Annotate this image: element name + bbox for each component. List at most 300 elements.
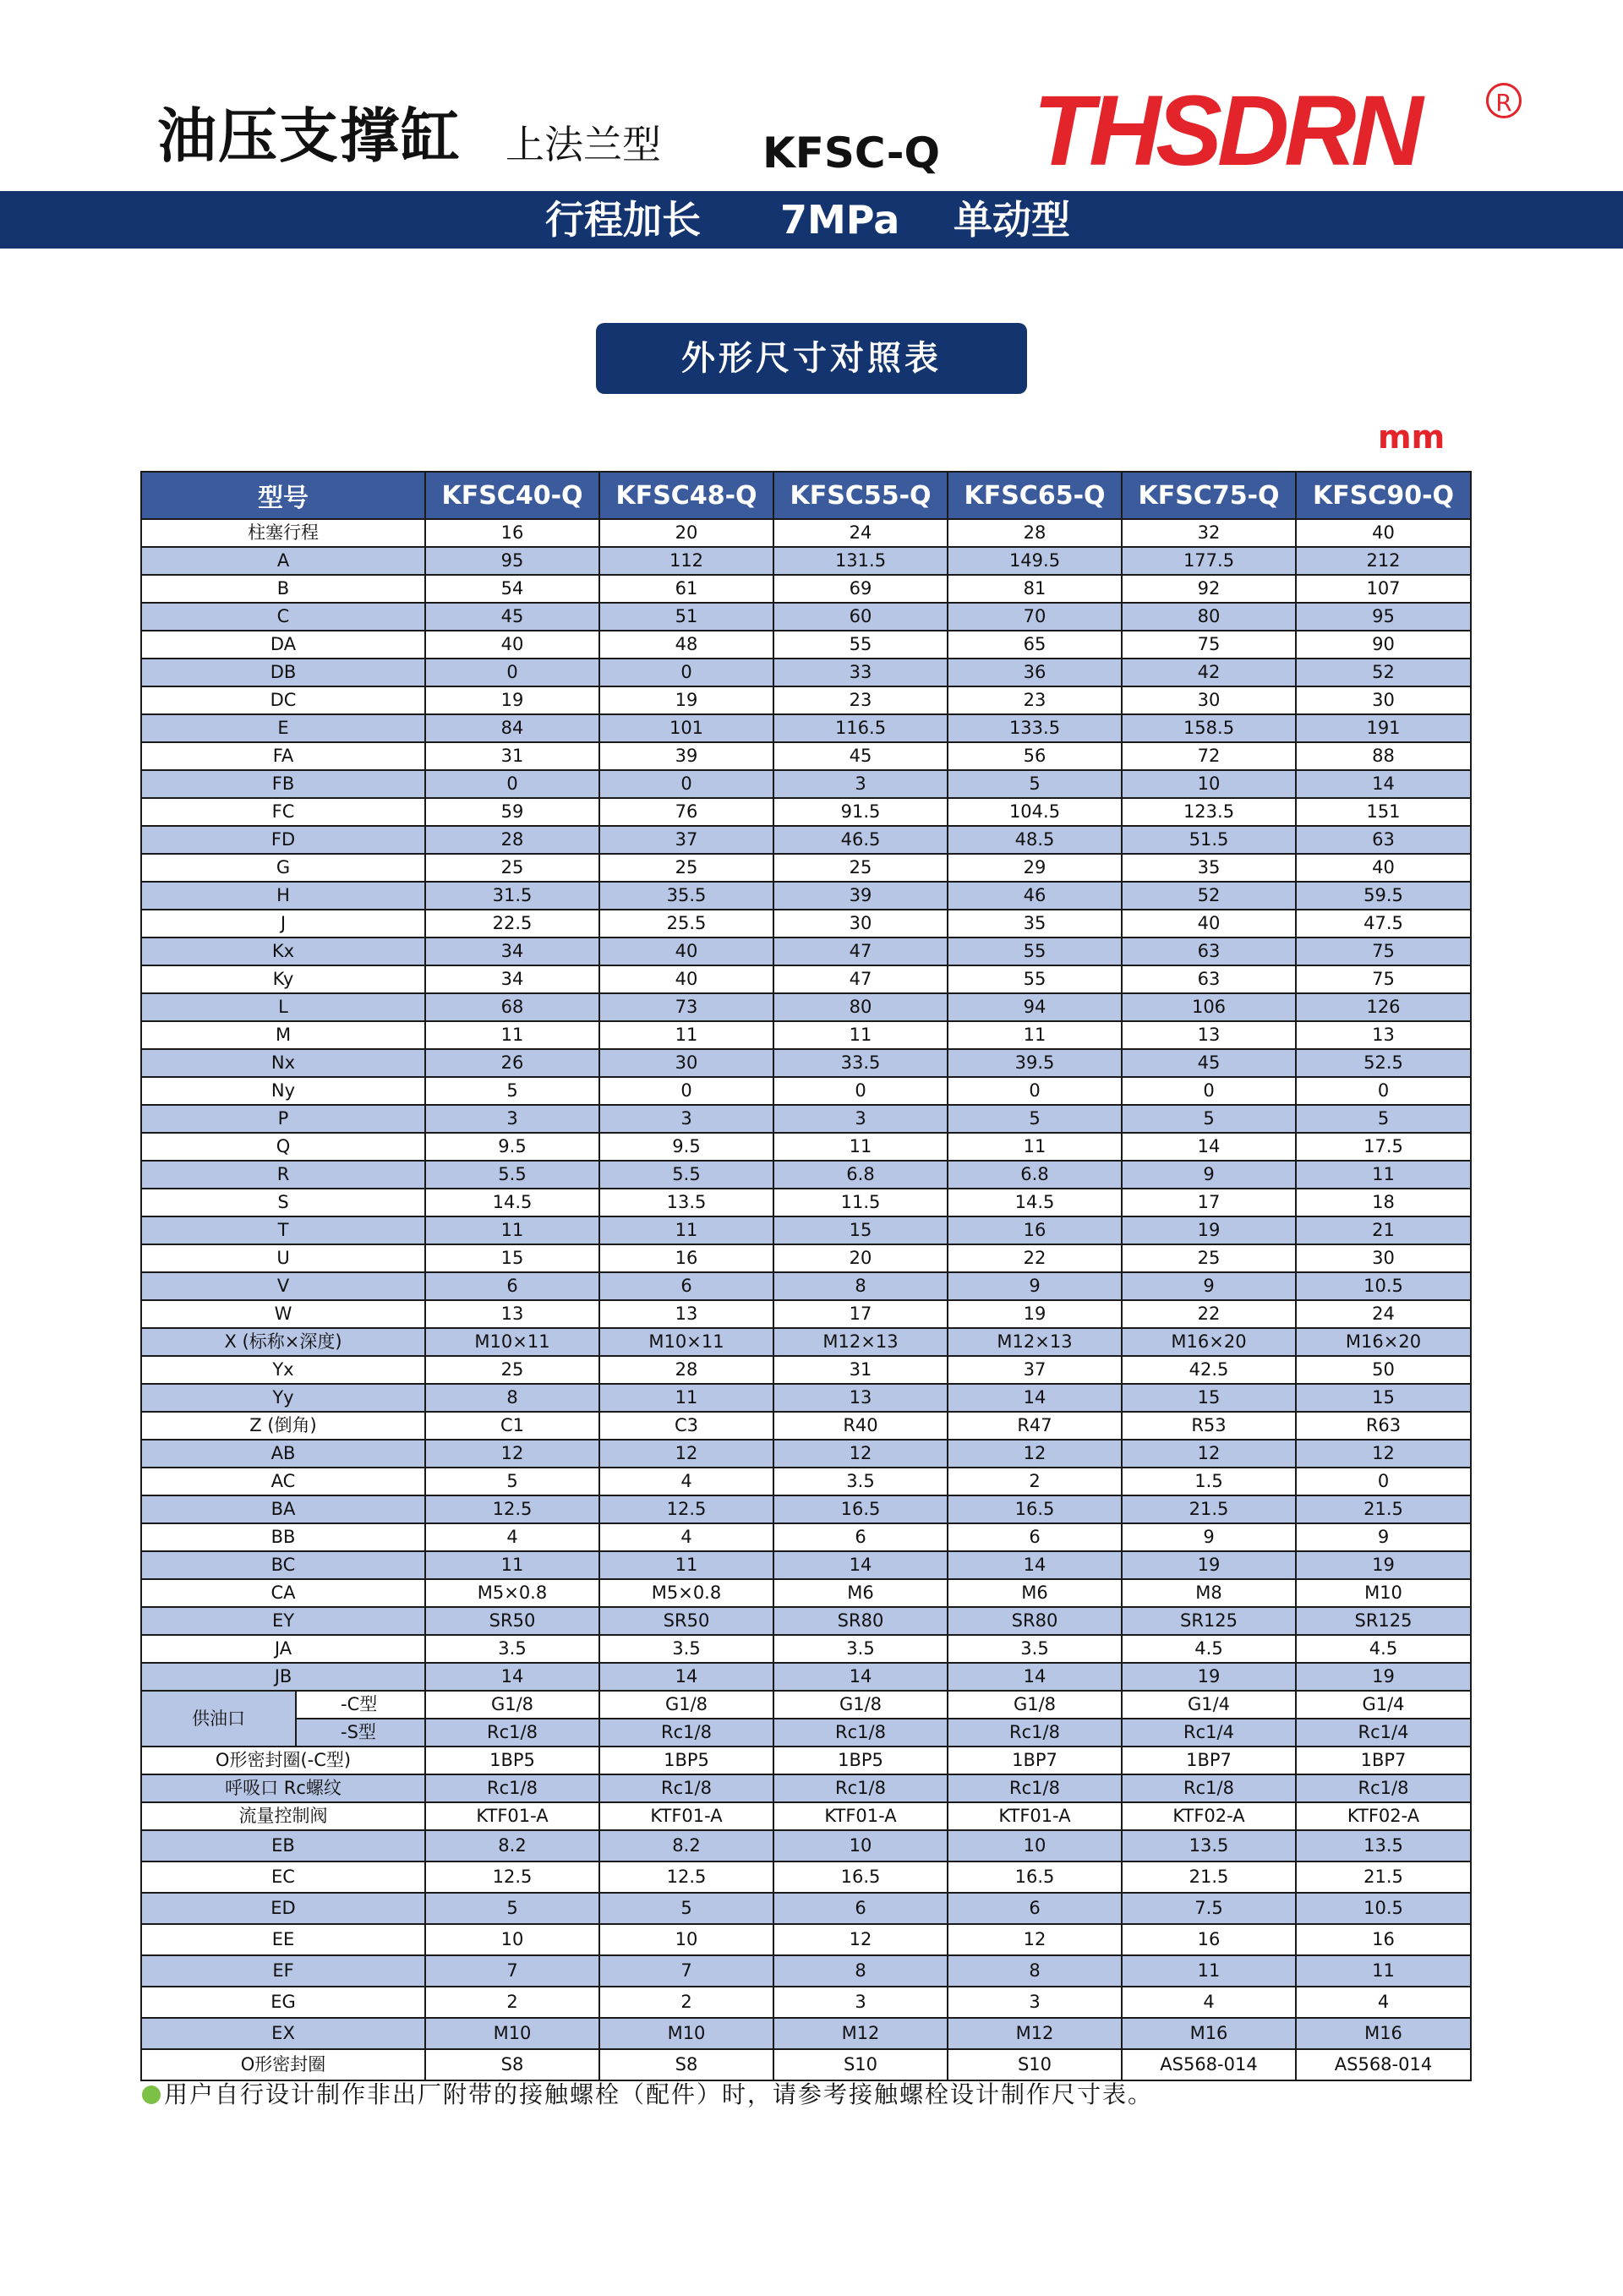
table-cell: 5.5: [599, 1161, 773, 1189]
table-cell: 9: [1122, 1523, 1296, 1551]
table-cell: 11: [948, 1133, 1122, 1161]
table-cell: 11: [1296, 1161, 1471, 1189]
table-cell: Rc1/8: [425, 1719, 599, 1747]
table-cell: 54: [425, 575, 599, 603]
table-row: [141, 798, 1471, 826]
table-cell: 30: [599, 1049, 773, 1077]
table-cell: 20: [599, 519, 773, 547]
table-cell: 75: [1296, 938, 1471, 965]
spec-banner: [0, 191, 1623, 249]
table-cell: 39: [599, 742, 773, 770]
table-cell: SR50: [425, 1607, 599, 1635]
table-cell: 25: [599, 854, 773, 882]
table-cell: 40: [1296, 854, 1471, 882]
table-row: [141, 1272, 1471, 1300]
table-cell: 29: [948, 854, 1122, 882]
table-cell: 4: [599, 1523, 773, 1551]
table-row: [141, 1161, 1471, 1189]
table-cell: Rc1/8: [948, 1774, 1122, 1802]
table-cell: 68: [425, 993, 599, 1021]
table-cell: 26: [425, 1049, 599, 1077]
row-label: Ny: [141, 1077, 425, 1105]
table-row: [141, 1987, 1471, 2018]
table-row: [141, 575, 1471, 603]
table-cell: 11: [773, 1021, 948, 1049]
table-cell: M5×0.8: [599, 1579, 773, 1607]
table-cell: KTF01-A: [425, 1802, 599, 1830]
table-cell: S8: [425, 2049, 599, 2080]
table-cell: 30: [1122, 686, 1296, 714]
table-cell: M5×0.8: [425, 1579, 599, 1607]
table-cell: 16: [599, 1244, 773, 1272]
table-cell: 12.5: [425, 1861, 599, 1893]
table-cell: 12: [1296, 1440, 1471, 1468]
row-label: O形密封圈(-C型): [141, 1747, 425, 1774]
table-cell: 15: [1122, 1384, 1296, 1412]
row-label: R: [141, 1161, 425, 1189]
table-row: [141, 1830, 1471, 1861]
table-cell: 13: [1122, 1021, 1296, 1049]
table-cell: 59.5: [1296, 882, 1471, 910]
table-cell: 2: [599, 1987, 773, 2018]
table-cell: 177.5: [1122, 547, 1296, 575]
table-cell: 1BP7: [1122, 1747, 1296, 1774]
row-label: U: [141, 1244, 425, 1272]
table-row: [141, 1691, 1471, 1719]
table-cell: 212: [1296, 547, 1471, 575]
table-cell: 2: [948, 1468, 1122, 1495]
row-label: A: [141, 547, 425, 575]
table-cell: 46.5: [773, 826, 948, 854]
row-label: 流量控制阀: [141, 1802, 425, 1830]
table-cell: 33.5: [773, 1049, 948, 1077]
row-label: FC: [141, 798, 425, 826]
table-cell: 25: [425, 1356, 599, 1384]
table-row: [141, 1049, 1471, 1077]
table-cell: S10: [948, 2049, 1122, 2080]
table-cell: G1/8: [425, 1691, 599, 1719]
green-dot-icon: [142, 2086, 161, 2104]
table-row: [141, 1924, 1471, 1955]
table-row: [141, 1244, 1471, 1272]
table-cell: 19: [1296, 1663, 1471, 1691]
table-row: [141, 1955, 1471, 1987]
table-row: [141, 631, 1471, 659]
row-label: ED: [141, 1893, 425, 1924]
table-cell: 4.5: [1296, 1635, 1471, 1663]
row-label: JA: [141, 1635, 425, 1663]
table-row: [141, 686, 1471, 714]
table-cell: 22: [948, 1244, 1122, 1272]
table-cell: 33: [773, 659, 948, 686]
table-cell: AS568-014: [1296, 2049, 1471, 2080]
table-cell: 6: [599, 1272, 773, 1300]
table-cell: R47: [948, 1412, 1122, 1440]
table-cell: 14: [773, 1663, 948, 1691]
table-row: [141, 519, 1471, 547]
table-cell: 0: [425, 659, 599, 686]
table-cell: M16: [1296, 2018, 1471, 2049]
table-cell: 11: [1296, 1955, 1471, 1987]
table-cell: 20: [773, 1244, 948, 1272]
table-cell: 16.5: [948, 1861, 1122, 1893]
table-cell: M10×11: [425, 1328, 599, 1356]
table-cell: 15: [773, 1216, 948, 1244]
table-cell: 88: [1296, 742, 1471, 770]
table-cell: 7: [599, 1955, 773, 1987]
table-cell: 11: [773, 1133, 948, 1161]
table-cell: M12×13: [948, 1328, 1122, 1356]
table-cell: 8: [773, 1955, 948, 1987]
table-cell: 3: [773, 1105, 948, 1133]
table-cell: 8: [773, 1272, 948, 1300]
table-cell: 0: [425, 770, 599, 798]
table-cell: SR80: [948, 1607, 1122, 1635]
table-cell: 94: [948, 993, 1122, 1021]
table-cell: 3.5: [599, 1635, 773, 1663]
row-label: BA: [141, 1495, 425, 1523]
table-cell: Rc1/8: [773, 1774, 948, 1802]
table-cell: 92: [1122, 575, 1296, 603]
row-label: BC: [141, 1551, 425, 1579]
table-cell: 84: [425, 714, 599, 742]
table-cell: 2: [425, 1987, 599, 2018]
table-row: [141, 1861, 1471, 1893]
row-label: FD: [141, 826, 425, 854]
table-row: [141, 603, 1471, 631]
table-cell: 31.5: [425, 882, 599, 910]
table-cell: 25: [1122, 1244, 1296, 1272]
table-cell: 9: [1122, 1272, 1296, 1300]
table-row: [141, 547, 1471, 575]
table-cell: 24: [773, 519, 948, 547]
table-cell: 11: [599, 1216, 773, 1244]
table-cell: 12: [599, 1440, 773, 1468]
table-cell: 0: [599, 659, 773, 686]
table-cell: 6: [948, 1893, 1122, 1924]
table-cell: S8: [599, 2049, 773, 2080]
row-label: Nx: [141, 1049, 425, 1077]
row-label: EX: [141, 2018, 425, 2049]
table-cell: 101: [599, 714, 773, 742]
table-cell: 14.5: [425, 1189, 599, 1216]
table-cell: 11.5: [773, 1189, 948, 1216]
table-cell: 106: [1122, 993, 1296, 1021]
table-row: [141, 714, 1471, 742]
table-cell: 63: [1122, 938, 1296, 965]
table-cell: 14: [948, 1384, 1122, 1412]
table-cell: 7.5: [1122, 1893, 1296, 1924]
table-cell: 51: [599, 603, 773, 631]
table-cell: 15: [425, 1244, 599, 1272]
table-cell: 37: [599, 826, 773, 854]
row-label: DA: [141, 631, 425, 659]
table-cell: 7: [425, 1955, 599, 1987]
table-row: [141, 1523, 1471, 1551]
table-cell: 0: [1296, 1077, 1471, 1105]
table-cell: 45: [773, 742, 948, 770]
table-cell: M8: [1122, 1579, 1296, 1607]
table-cell: 13.5: [1122, 1830, 1296, 1861]
table-cell: 37: [948, 1356, 1122, 1384]
table-cell: 12: [1122, 1440, 1296, 1468]
table-cell: 149.5: [948, 547, 1122, 575]
table-cell: 13: [599, 1300, 773, 1328]
table-cell: 16: [1296, 1924, 1471, 1955]
table-row: [141, 1663, 1471, 1691]
table-cell: Rc1/8: [599, 1719, 773, 1747]
table-cell: 12: [948, 1924, 1122, 1955]
table-cell: 4: [1296, 1987, 1471, 2018]
table-cell: Rc1/8: [1296, 1774, 1471, 1802]
row-label: X (标称×深度): [141, 1328, 425, 1356]
table-cell: 73: [599, 993, 773, 1021]
table-cell: 6.8: [948, 1161, 1122, 1189]
table-cell: 23: [948, 686, 1122, 714]
row-label: AB: [141, 1440, 425, 1468]
table-cell: 18: [1296, 1189, 1471, 1216]
table-row: [141, 882, 1471, 910]
table-cell: 16: [948, 1216, 1122, 1244]
row-label: J: [141, 910, 425, 938]
table-cell: 35.5: [599, 882, 773, 910]
table-cell: 6: [425, 1272, 599, 1300]
dimension-table: [140, 471, 1472, 2081]
table-row: [141, 938, 1471, 965]
table-cell: 10: [425, 1924, 599, 1955]
registered-mark-icon: R: [1486, 83, 1522, 118]
table-cell: 34: [425, 938, 599, 965]
table-cell: 46: [948, 882, 1122, 910]
row-label: T: [141, 1216, 425, 1244]
table-cell: 90: [1296, 631, 1471, 659]
table-cell: 3.5: [773, 1468, 948, 1495]
table-cell: 15: [1296, 1384, 1471, 1412]
table-cell: 3: [773, 770, 948, 798]
table-cell: 45: [425, 603, 599, 631]
table-cell: 5: [425, 1893, 599, 1924]
table-cell: 0: [773, 1077, 948, 1105]
row-label: CA: [141, 1579, 425, 1607]
table-cell: 42.5: [1122, 1356, 1296, 1384]
table-cell: 12.5: [599, 1861, 773, 1893]
table-cell: M16×20: [1122, 1328, 1296, 1356]
table-cell: 14.5: [948, 1189, 1122, 1216]
table-cell: 50: [1296, 1356, 1471, 1384]
table-cell: 5: [1122, 1105, 1296, 1133]
table-cell: 0: [948, 1077, 1122, 1105]
oil-supply-label: 供油口: [141, 1691, 296, 1747]
table-cell: 39.5: [948, 1049, 1122, 1077]
table-cell: 13: [425, 1300, 599, 1328]
table-cell: M12: [948, 2018, 1122, 2049]
table-row: [141, 993, 1471, 1021]
table-cell: 10: [599, 1924, 773, 1955]
table-cell: 3: [599, 1105, 773, 1133]
row-label: Z (倒角): [141, 1412, 425, 1440]
table-cell: 9.5: [599, 1133, 773, 1161]
table-row: [141, 910, 1471, 938]
table-cell: Rc1/8: [425, 1774, 599, 1802]
table-cell: M10: [1296, 1579, 1471, 1607]
table-cell: 22.5: [425, 910, 599, 938]
footer-note: [142, 2078, 1153, 2112]
table-cell: 30: [773, 910, 948, 938]
table-cell: 55: [773, 631, 948, 659]
table-cell: 25.5: [599, 910, 773, 938]
row-label: O形密封圈: [141, 2049, 425, 2080]
table-cell: 80: [1122, 603, 1296, 631]
table-cell: 11: [599, 1384, 773, 1412]
table-cell: 72: [1122, 742, 1296, 770]
table-cell: 1.5: [1122, 1468, 1296, 1495]
table-cell: 17: [1122, 1189, 1296, 1216]
table-row: [141, 1328, 1471, 1356]
table-cell: 19: [599, 686, 773, 714]
table-cell: SR50: [599, 1607, 773, 1635]
table-cell: 95: [1296, 603, 1471, 631]
table-cell: 31: [425, 742, 599, 770]
row-label: FB: [141, 770, 425, 798]
table-cell: 32: [1122, 519, 1296, 547]
table-cell: 191: [1296, 714, 1471, 742]
table-cell: 123.5: [1122, 798, 1296, 826]
table-row: [141, 1133, 1471, 1161]
table-cell: 40: [599, 965, 773, 993]
table-cell: 14: [948, 1663, 1122, 1691]
table-row: [141, 1774, 1471, 1802]
table-cell: 0: [1122, 1077, 1296, 1105]
table-cell: G1/8: [948, 1691, 1122, 1719]
table-cell: 40: [1296, 519, 1471, 547]
table-cell: 23: [773, 686, 948, 714]
table-cell: 47: [773, 938, 948, 965]
header-model-kfsc65-q: KFSC65-Q: [948, 472, 1122, 519]
table-cell: SR125: [1296, 1607, 1471, 1635]
table-cell: 63: [1122, 965, 1296, 993]
header-model-kfsc75-q: KFSC75-Q: [1122, 472, 1296, 519]
table-cell: 13.5: [1296, 1830, 1471, 1861]
oil-supply-sub-label: -S型: [296, 1719, 425, 1747]
table-cell: 16: [425, 519, 599, 547]
banner-pressure: 7MPa: [780, 197, 900, 243]
table-cell: 63: [1296, 826, 1471, 854]
table-header-row: [141, 472, 1471, 519]
table-row: [141, 1635, 1471, 1663]
table-row: [141, 1384, 1471, 1412]
table-cell: G1/8: [599, 1691, 773, 1719]
table-cell: 10.5: [1296, 1272, 1471, 1300]
table-cell: 69: [773, 575, 948, 603]
header-model-kfsc55-q: KFSC55-Q: [773, 472, 948, 519]
table-cell: 12: [773, 1924, 948, 1955]
table-cell: M16: [1122, 2018, 1296, 2049]
table-row: [141, 1468, 1471, 1495]
table-cell: KTF01-A: [599, 1802, 773, 1830]
row-label: P: [141, 1105, 425, 1133]
row-label: Yy: [141, 1384, 425, 1412]
table-cell: Rc1/4: [1122, 1719, 1296, 1747]
row-label: B: [141, 575, 425, 603]
table-cell: 51.5: [1122, 826, 1296, 854]
table-cell: 40: [1122, 910, 1296, 938]
table-cell: 3.5: [773, 1635, 948, 1663]
table-cell: 17: [773, 1300, 948, 1328]
table-cell: R63: [1296, 1412, 1471, 1440]
row-label: L: [141, 993, 425, 1021]
table-cell: 55: [948, 965, 1122, 993]
table-cell: SR80: [773, 1607, 948, 1635]
table-row: [141, 1719, 1471, 1747]
table-cell: 11: [599, 1551, 773, 1579]
row-label: DC: [141, 686, 425, 714]
row-label: EG: [141, 1987, 425, 2018]
row-label: W: [141, 1300, 425, 1328]
table-cell: 65: [948, 631, 1122, 659]
table-cell: M6: [948, 1579, 1122, 1607]
table-cell: 14: [599, 1663, 773, 1691]
row-label: 柱塞行程: [141, 519, 425, 547]
table-cell: 19: [1122, 1216, 1296, 1244]
table-cell: 12: [948, 1440, 1122, 1468]
table-cell: 16.5: [773, 1495, 948, 1523]
row-label: EC: [141, 1861, 425, 1893]
row-label: Ky: [141, 965, 425, 993]
table-cell: 9: [948, 1272, 1122, 1300]
row-label: FA: [141, 742, 425, 770]
row-label: JB: [141, 1663, 425, 1691]
table-cell: 14: [948, 1551, 1122, 1579]
table-cell: 48.5: [948, 826, 1122, 854]
table-cell: 17.5: [1296, 1133, 1471, 1161]
table-cell: 10: [1122, 770, 1296, 798]
table-cell: C3: [599, 1412, 773, 1440]
table-cell: 3: [773, 1987, 948, 2018]
table-cell: 36: [948, 659, 1122, 686]
table-cell: 3.5: [425, 1635, 599, 1663]
table-cell: 3: [948, 1987, 1122, 2018]
table-cell: 42: [1122, 659, 1296, 686]
table-row: [141, 1802, 1471, 1830]
table-cell: 13: [1296, 1021, 1471, 1049]
table-cell: 52.5: [1296, 1049, 1471, 1077]
table-cell: G1/4: [1122, 1691, 1296, 1719]
table-cell: 0: [599, 770, 773, 798]
table-row: [141, 2018, 1471, 2049]
table-cell: 11: [599, 1021, 773, 1049]
table-cell: 25: [773, 854, 948, 882]
table-cell: 19: [425, 686, 599, 714]
table-cell: 6: [773, 1893, 948, 1924]
row-label: Yx: [141, 1356, 425, 1384]
header-model-kfsc40-q: KFSC40-Q: [425, 472, 599, 519]
row-label: E: [141, 714, 425, 742]
table-cell: KTF02-A: [1122, 1802, 1296, 1830]
table-cell: 75: [1296, 965, 1471, 993]
table-cell: 12: [425, 1440, 599, 1468]
table-cell: 4: [599, 1468, 773, 1495]
table-cell: 95: [425, 547, 599, 575]
row-label: EY: [141, 1607, 425, 1635]
table-cell: 131.5: [773, 547, 948, 575]
table-row: [141, 659, 1471, 686]
table-row: [141, 1607, 1471, 1635]
table-cell: 47.5: [1296, 910, 1471, 938]
oil-supply-sub-label: -C型: [296, 1691, 425, 1719]
table-cell: 10: [773, 1830, 948, 1861]
table-row: [141, 1579, 1471, 1607]
table-cell: M16×20: [1296, 1328, 1471, 1356]
